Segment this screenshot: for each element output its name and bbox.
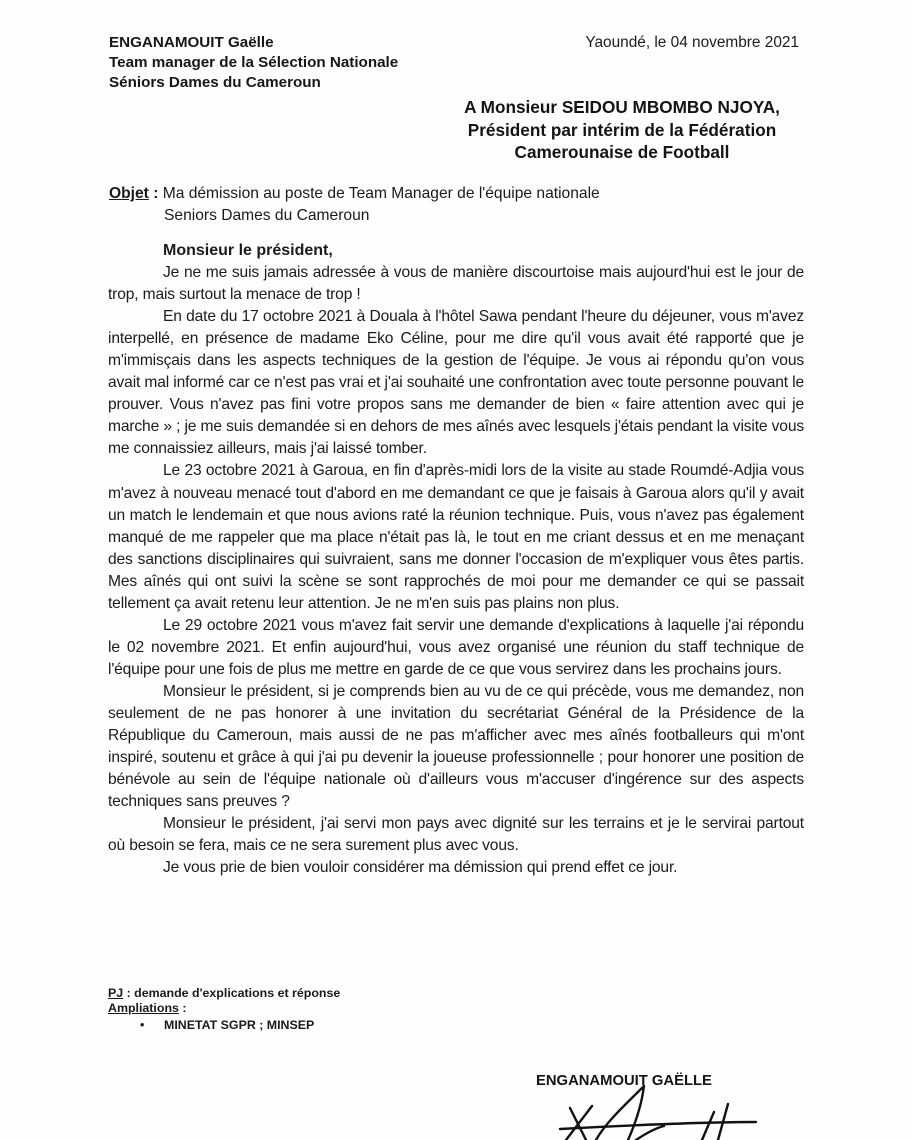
paragraph: Le 29 octobre 2021 vous m'avez fait servir une demande d'explications à laquelle j'ai répondu le 02 novembre 2021. Et enfin aujourd'hui, vous avez organisé une réunion du staff technique de l'équipe pour une fois de plus me mettre en garde de ce que vous servirez dans les prochains jours.: [108, 616, 804, 678]
place-date: Yaoundé, le 04 novembre 2021: [585, 34, 799, 51]
sender-title-line2: Séniors Dames du Cameroun: [109, 74, 321, 91]
paragraph: Monsieur le président, si je comprends bien au vu de ce qui précède, vous me demandez, non seulement de ne pas honorer à une invitation du secrétariat Général de la Présidence de la République du Cameroun, mais aussi de ne pas m'afficher avec mes aînés footballeurs qui m'ont inspiré, soutenu et grâce à qui j'ai pu devenir la joueuse professionnelle ; pour honorer une position de bénévole au sein de l'équipe nationale où d'ailleurs vous m'accuser d'ingérence sur des aspects techniques sans preuves ?: [108, 682, 804, 811]
subject-label: Objet: [109, 185, 149, 202]
paragraph: Je ne me suis jamais adressée à vous de manière discourtoise mais aujourd'hui est le jour de trop, mais surtout la menace de trop !: [108, 264, 804, 304]
ampliations-list: [108, 1018, 340, 1033]
ampliations-separator: :: [178, 1001, 187, 1015]
paragraph: Monsieur le président, j'ai servi mon pays avec dignité sur les terrains et je le servirai partout où besoin se fera, mais ce ne sera surement plus avec vous.: [108, 815, 804, 855]
ampliations-line: [108, 1001, 340, 1016]
pj-line: [108, 986, 340, 1001]
recipient-line1: A Monsieur SEIDOU MBOMBO NJOYA,: [464, 97, 780, 117]
paragraph: En date du 17 octobre 2021 à Douala à l'hôtel Sawa pendant l'heure du déjeuner, vous m'avez interpellé, en présence de madame Eko Céline, pour me dire qu'il vous avait été rapporté que je m'immisçais dans les aspects techniques de la gestion de l'équipe. Je vous ai répondu qu'on vous avait mal informé car ce n'est pas vrai et j'ai souhaité une confrontation avec toute personne pouvant le prouver. Vous n'avez pas fini votre propos sans me demander de bien « faire attention avec qui je marche » ; je me suis demandée si en dehors de mes aînés avec lesquels j'étais pendant la visite vous me connaissiez ailleurs, mais j'ai laissé tomber.: [108, 308, 804, 458]
subject-line1: Ma démission au poste de Team Manager de l'équipe nationale: [162, 185, 600, 202]
signatory-name: ENGANAMOUIT GAËLLE: [536, 1073, 712, 1089]
ampliations-label: Ampliations: [108, 1001, 179, 1015]
paragraph: Je vous prie de bien vouloir considérer ma démission qui prend effet ce jour.: [163, 859, 678, 877]
sender-block: [109, 33, 398, 93]
ampliations-item: [108, 1018, 340, 1033]
subject-line2: Seniors Dames du Cameroun: [164, 207, 370, 224]
paragraph: Le 23 octobre 2021 à Garoua, en fin d'après-midi lors de la visite au stade Roumdé-Adjia vous m'avez à nouveau menacé tout d'abord en me demandant ce que je faisais à Garoua alors qu'il y avait un match le lendemain et que nous avions raté la réunion technique. Puis, vous n'avez pas également manqué de me rappeler que ma place n'était pas là, le tout en me criant dessus et en me menaçant des sanctions disciplinaires qui suivraient, sans me donner l'occasion de m'expliquer vous êtes partis. Mes aînés qui ont suivi la scène se sont rapprochés de moi pour me demander ce qui se passait tellement ça avait retenu leur attention. Je ne m'en suis pas plains non plus.: [108, 462, 804, 612]
pj-label: PJ: [108, 986, 124, 1000]
recipient-block: [420, 96, 824, 164]
recipient-line2: Président par intérim de la Fédération: [467, 119, 777, 140]
recipient-line3: Camerounaise de Football: [514, 142, 730, 162]
pj-text: : demande d'explications et réponse: [123, 986, 341, 1000]
subject-separator: :: [148, 185, 163, 202]
sender-title-line1: Team manager de la Sélection Nationale: [109, 54, 399, 71]
ampliations-item-text: MINETAT SGPR ; MINSEP: [164, 1018, 315, 1032]
sender-name: ENGANAMOUIT Gaëlle: [109, 34, 274, 51]
bullet-icon: •: [140, 1018, 145, 1032]
subject-block: [109, 183, 809, 227]
handwritten-signature-icon: [556, 1082, 786, 1140]
attachments-block: [108, 986, 340, 1033]
letter-body: [108, 240, 804, 879]
salutation: Monsieur le président,: [163, 242, 333, 259]
